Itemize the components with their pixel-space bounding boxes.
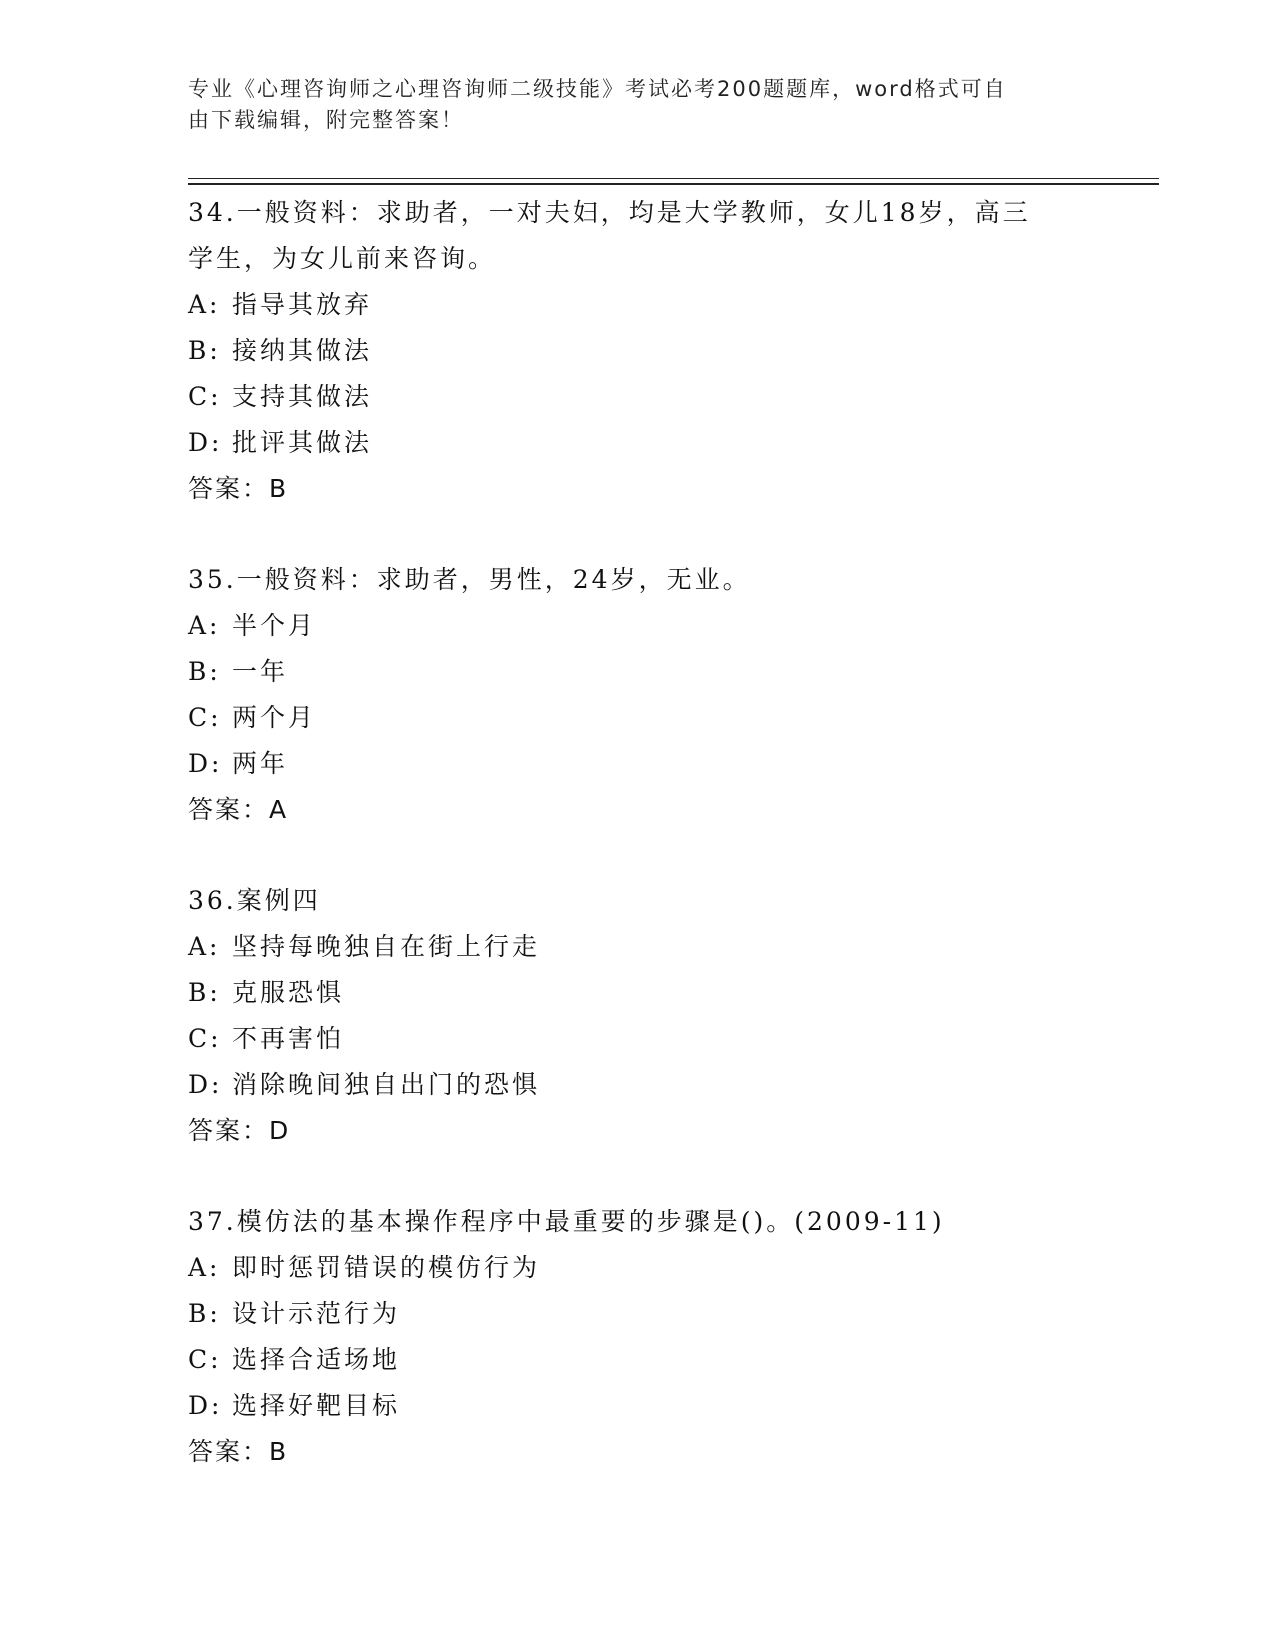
header-line-1: 专业《心理咨询师之心理咨询师二级技能》考试必考200题题库，word格式可自: [188, 77, 1007, 101]
option-a: [188, 924, 1068, 970]
option-text: 选择好靶目标: [232, 1391, 401, 1420]
question-list: [188, 190, 1068, 1520]
option-text: 两个月: [232, 703, 317, 732]
option-text: 指导其放弃: [232, 290, 373, 319]
option-b: [188, 328, 1068, 374]
question-34: [188, 190, 1068, 512]
question-37: [188, 1199, 1068, 1475]
option-text: 消除晚间独自出门的恐惧: [232, 1070, 541, 1099]
option-text: 两年: [232, 749, 289, 778]
option-text: 设计示范行为: [232, 1299, 401, 1328]
option-text: 克服恐惧: [232, 978, 345, 1007]
option-key: B:: [188, 978, 221, 1007]
option-b: [188, 970, 1068, 1016]
option-key: A:: [188, 611, 221, 640]
option-text: 半个月: [232, 611, 317, 640]
option-d: [188, 1383, 1068, 1429]
option-text: 选择合适场地: [232, 1345, 401, 1374]
option-key: D:: [188, 428, 223, 457]
question-title-continuation: 学生，为女儿前来咨询。: [188, 244, 497, 273]
option-key: B:: [188, 336, 221, 365]
document-header: [188, 74, 1068, 136]
question-title: 35.一般资料：求助者，男性，24岁，无业。: [188, 565, 751, 594]
option-a: [188, 282, 1068, 328]
option-text: 一年: [232, 657, 289, 686]
answer-line: 答案：D: [188, 1116, 291, 1145]
question-title: 36.案例四: [188, 886, 321, 915]
option-key: C:: [188, 382, 222, 411]
option-key: C:: [188, 703, 222, 732]
option-text: 坚持每晚独自在街上行走: [232, 932, 541, 961]
answer-line: 答案：B: [188, 1437, 289, 1466]
option-key: A:: [188, 932, 221, 961]
option-key: B:: [188, 1299, 221, 1328]
option-c: [188, 1337, 1068, 1383]
option-key: B:: [188, 657, 221, 686]
option-key: D:: [188, 1070, 223, 1099]
header-line-2: 由下载编辑，附完整答案！: [188, 108, 464, 132]
option-key: A:: [188, 290, 221, 319]
option-a: [188, 1245, 1068, 1291]
option-d: [188, 741, 1068, 787]
answer-line: 答案：B: [188, 474, 289, 503]
option-key: C:: [188, 1345, 222, 1374]
option-a: [188, 603, 1068, 649]
option-d: [188, 1062, 1068, 1108]
answer-line: 答案：A: [188, 795, 289, 824]
question-35: [188, 557, 1068, 833]
option-text: 接纳其做法: [232, 336, 373, 365]
header-divider-thin: [188, 178, 1159, 179]
option-text: 即时惩罚错误的模仿行为: [232, 1253, 541, 1282]
question-36: [188, 878, 1068, 1154]
option-c: [188, 695, 1068, 741]
option-c: [188, 1016, 1068, 1062]
question-title: 37.模仿法的基本操作程序中最重要的步骤是()。(2009-11): [188, 1207, 945, 1236]
option-text: 批评其做法: [232, 428, 373, 457]
option-b: [188, 649, 1068, 695]
option-c: [188, 374, 1068, 420]
option-d: [188, 420, 1068, 466]
option-b: [188, 1291, 1068, 1337]
option-key: A:: [188, 1253, 221, 1282]
option-key: D:: [188, 1391, 223, 1420]
option-key: D:: [188, 749, 223, 778]
question-title: 34.一般资料：求助者，一对夫妇，均是大学教师，女儿18岁，高三: [188, 198, 1031, 227]
header-divider-thick: [188, 183, 1159, 185]
option-key: C:: [188, 1024, 222, 1053]
option-text: 不再害怕: [232, 1024, 345, 1053]
option-text: 支持其做法: [232, 382, 373, 411]
